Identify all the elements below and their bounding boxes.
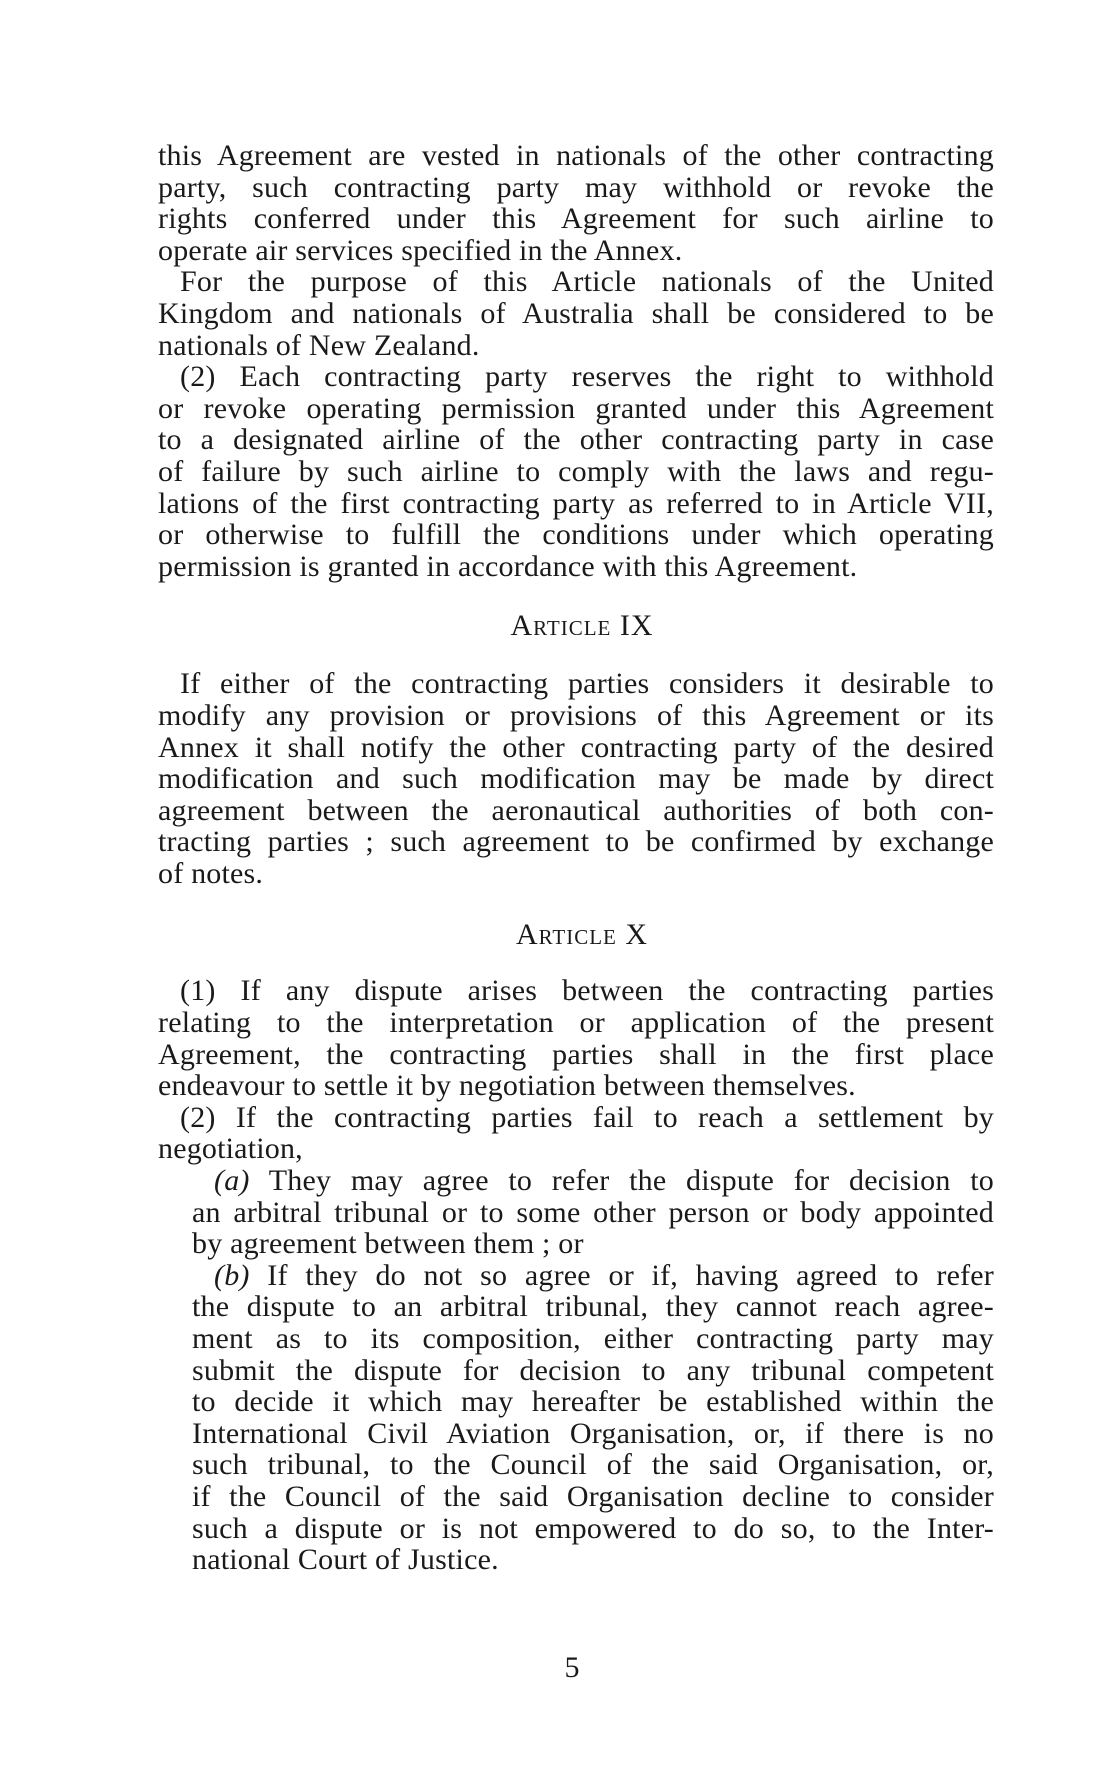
text-line: modify any provision or provisions of this Agreement or its: [158, 698, 994, 732]
text-line: an arbitral tribunal or to some other person or body appointed: [192, 1195, 994, 1229]
text-line: of failure by such airline to comply with the laws and regu-: [158, 454, 994, 488]
article-ix-paragraph: [158, 668, 994, 889]
text-line: Kingdom and nationals of Australia shall be considered to be: [158, 296, 994, 330]
clause-text: If they do not so agree or if, having agreed to refer: [249, 1258, 994, 1292]
document-body: [158, 140, 994, 1576]
text-line: if the Council of the said Organisation decline to consider: [192, 1479, 994, 1513]
text-line: by agreement between them ; or: [192, 1227, 584, 1261]
clause-label: (b): [214, 1258, 250, 1292]
text-line: or otherwise to fulfill the conditions under which operating: [158, 518, 994, 552]
text-line: lations of the first contracting party as referred to in Article VII,: [158, 486, 994, 520]
text-line: [158, 1260, 994, 1292]
text-line: relating to the interpretation or application of the present: [158, 1006, 994, 1040]
text-line: party, such contracting party may withhold or revoke the: [158, 170, 994, 204]
page-number: 5: [564, 1651, 580, 1684]
paragraph-continuation: [158, 140, 994, 266]
article-x-paragraph-1: [158, 975, 994, 1101]
text-line: nationals of New Zealand.: [158, 328, 480, 362]
text-line: such tribunal, to the Council of the said Organisation, or,: [192, 1448, 994, 1482]
article-ix-heading: Article IX: [510, 609, 654, 643]
text-line: negotiation,: [158, 1132, 303, 1166]
text-line: If either of the contracting parties considers it desirable to: [180, 667, 994, 701]
text-line: For the purpose of this Article nationals of the United: [180, 265, 994, 299]
text-line: International Civil Aviation Organisation, or, if there is no: [192, 1416, 994, 1450]
text-line: Annex it shall notify the other contracting party of the desired: [158, 730, 994, 764]
text-line: national Court of Justice.: [192, 1543, 499, 1577]
paragraph-nationals: [158, 266, 994, 361]
text-line: modification and such modification may be made by direct: [158, 762, 994, 796]
text-line: agreement between the aeronautical authorities of both con-: [158, 793, 994, 827]
text-line: (1) If any dispute arises between the contracting parties: [180, 974, 994, 1008]
text-line: to decide it which may hereafter be established within the: [192, 1385, 994, 1419]
sub-clause-b: [158, 1260, 994, 1576]
text-line: (2) If the contracting parties fail to reach a settlement by: [180, 1100, 994, 1134]
text-line: the dispute to an arbitral tribunal, they cannot reach agree-: [192, 1290, 994, 1324]
text-line: [158, 1165, 994, 1197]
article-x-heading: Article X: [515, 918, 649, 952]
text-line: submit the dispute for decision to any tribunal competent: [192, 1353, 994, 1387]
text-line: operate air services specified in the Annex.: [158, 233, 683, 267]
text-line: of notes.: [158, 856, 264, 890]
sub-clause-a: [158, 1165, 994, 1260]
text-line: (2) Each contracting party reserves the right to withhold: [180, 360, 994, 394]
text-line: rights conferred under this Agreement for such airline to: [158, 202, 994, 236]
text-line: to a designated airline of the other contracting party in case: [158, 423, 994, 457]
text-line: or revoke operating permission granted under this Agreement: [158, 391, 994, 425]
text-line: this Agreement are vested in nationals of the other contracting: [158, 139, 994, 172]
text-line: ment as to its composition, either contracting party may: [192, 1322, 994, 1355]
clause-text: They may agree to refer the dispute for decision to: [249, 1164, 994, 1198]
article-x-paragraph-2: [158, 1102, 994, 1165]
text-line: such a dispute or is not empowered to do so, to the Inter-: [192, 1511, 994, 1545]
paragraph-withhold-permission: [158, 361, 994, 582]
text-line: tracting parties ; such agreement to be confirmed by exchange: [158, 825, 994, 859]
text-line: permission is granted in accordance with this Agreement.: [158, 549, 858, 583]
clause-label: (a): [214, 1164, 250, 1198]
text-line: endeavour to settle it by negotiation between themselves.: [158, 1069, 856, 1103]
text-line: Agreement, the contracting parties shall in the first place: [158, 1037, 994, 1071]
